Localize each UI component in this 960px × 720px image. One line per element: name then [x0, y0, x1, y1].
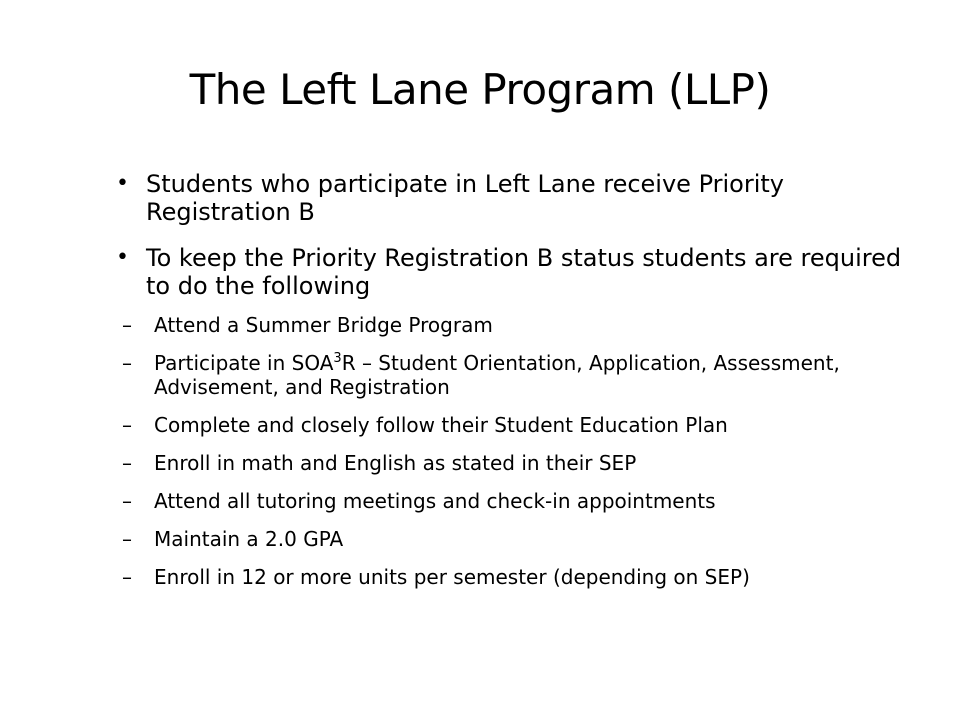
sub-bullet-item: [114, 351, 918, 399]
sub-bullet-marker: –: [122, 313, 132, 337]
bullet-marker: •: [116, 171, 129, 196]
sub-bullet-text: Enroll in 12 or more units per semester (depending on SEP): [154, 565, 750, 589]
sub-bullet-text-start: Participate in SOA: [154, 351, 334, 375]
bullet-item: [118, 170, 918, 226]
bullet-marker: •: [116, 245, 129, 270]
sub-bullet-text-end: R – Student Orientation, Application, Assessment, Advisement, and Registration: [154, 351, 840, 399]
sub-bullet-text: Enroll in math and English as stated in their SEP: [154, 451, 637, 475]
slide-title: The Left Lane Program (LLP): [189, 65, 771, 114]
bullet-text: To keep the Priority Registration B status students are required to do the following: [146, 244, 902, 300]
sub-bullet-marker: –: [122, 527, 132, 551]
sub-bullet-marker: –: [122, 451, 132, 475]
sub-bullet-item: [114, 527, 918, 551]
sub-bullet-text: Attend a Summer Bridge Program: [154, 313, 493, 337]
sub-bullet-marker: –: [122, 351, 132, 375]
sub-bullet-item: [114, 451, 918, 475]
sub-bullet-marker: –: [122, 413, 132, 437]
sub-bullet-item: [114, 489, 918, 513]
sub-bullet-text: Maintain a 2.0 GPA: [154, 527, 344, 551]
superscript-three: 3: [333, 351, 342, 366]
sub-bullet-text: Complete and closely follow their Student Education Plan: [154, 413, 728, 437]
sub-bullet-marker: –: [122, 489, 132, 513]
sub-bullet-list: [114, 313, 918, 589]
sub-bullet-marker: –: [122, 565, 132, 589]
slide-body: [118, 170, 918, 603]
sub-bullet-text: Attend all tutoring meetings and check-in appointments: [154, 489, 716, 513]
sub-bullet-text: [154, 351, 840, 399]
sub-bullet-item: [114, 313, 918, 337]
sub-bullet-item: [114, 413, 918, 437]
sub-bullet-item: [114, 565, 918, 589]
bullet-text: Students who participate in Left Lane receive Priority Registration B: [146, 170, 784, 226]
bullet-item: [118, 244, 918, 300]
